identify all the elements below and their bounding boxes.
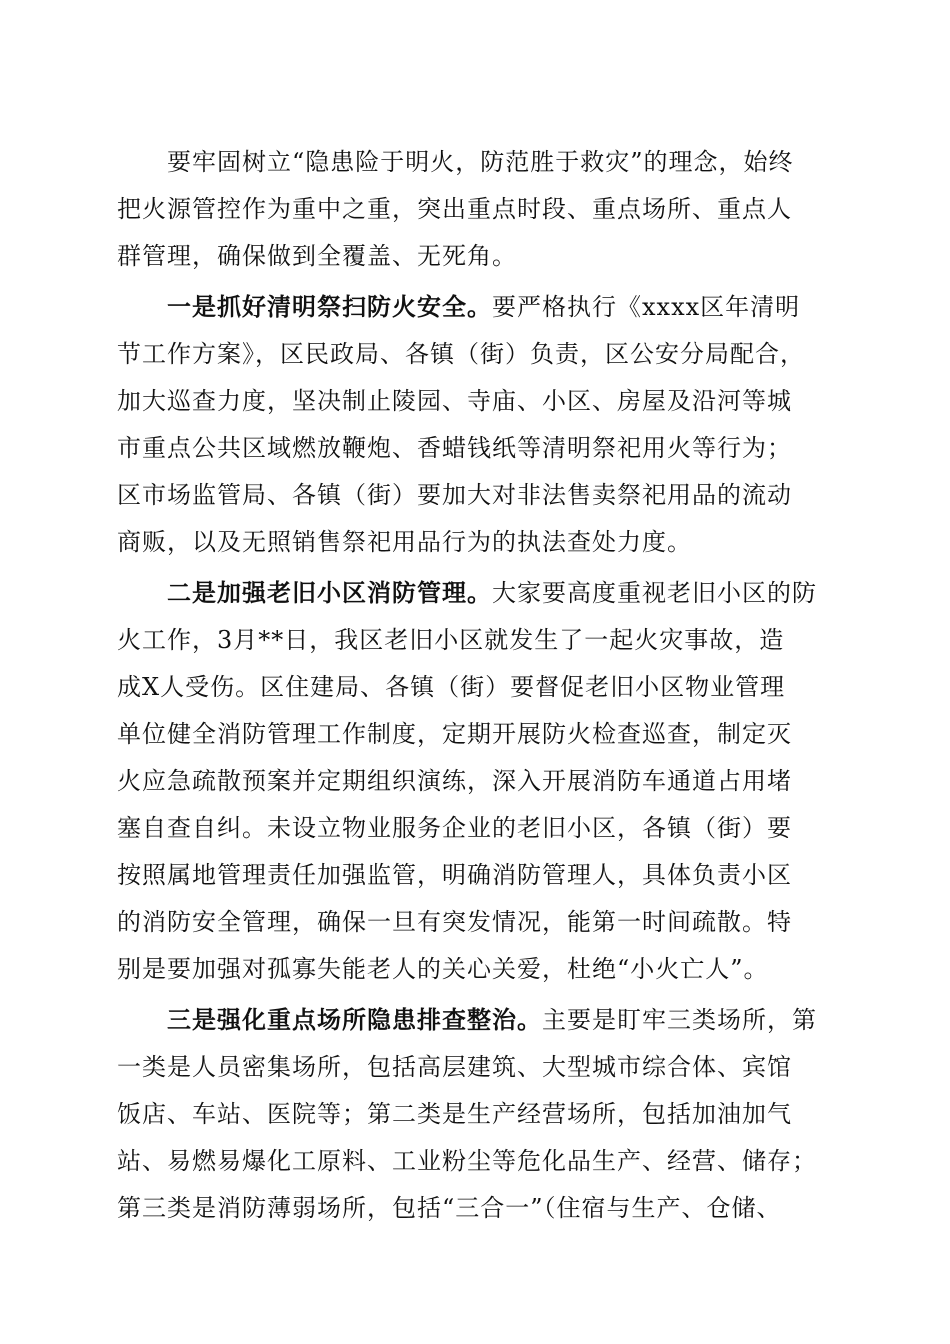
paragraph-2-line-6: 商贩，以及无照销售祭祀用品行为的执法查处力度。 <box>117 528 692 556</box>
paragraph-4-line-1 <box>117 997 837 1044</box>
paragraph-3-heading: 二是加强老旧小区消防管理。 <box>117 579 492 607</box>
paragraph-3-line-3: 成X人受伤。区住建局、各镇（街）要督促老旧小区物业管理 <box>117 673 786 701</box>
paragraph-3-line-6: 塞自查自纠。未设立物业服务企业的老旧小区，各镇（街）要 <box>117 814 792 842</box>
paragraph-4-heading: 三是强化重点场所隐患排查整治。 <box>117 1006 542 1034</box>
paragraph-2-line-4: 市重点公共区域燃放鞭炮、香蜡钱纸等清明祭祀用火等行为； <box>117 434 792 462</box>
paragraph-3-line-7: 按照属地管理责任加强监管，明确消防管理人，具体负责小区 <box>117 861 792 889</box>
paragraph-3-line-9: 别是要加强对孤寡失能老人的关心关爱，杜绝“小火亡人”。 <box>117 955 769 983</box>
paragraph-1-line-2: 把火源管控作为重中之重，突出重点时段、重点场所、重点人 <box>117 195 792 223</box>
paragraph-2-line-3: 加大巡查力度，坚决制止陵园、寺庙、小区、房屋及沿河等城 <box>117 387 792 415</box>
paragraph-3-line-4: 单位健全消防管理工作制度，定期开展防火检查巡查，制定灭 <box>117 720 792 748</box>
paragraph-4-text: 主要是盯牢三类场所，第 <box>542 1006 817 1034</box>
paragraph-1-line-3: 群管理，确保做到全覆盖、无死角。 <box>117 242 517 270</box>
document-body <box>117 139 837 1232</box>
paragraph-2-heading: 一是抓好清明祭扫防火安全。 <box>117 293 492 321</box>
paragraph-3-line-5: 火应急疏散预案并定期组织演练，深入开展消防车通道占用堵 <box>117 767 792 795</box>
paragraph-3-line-1 <box>117 570 837 617</box>
paragraph-2-line-1 <box>117 284 837 331</box>
paragraph-3-line-8: 的消防安全管理，确保一旦有突发情况，能第一时间疏散。特 <box>117 908 792 936</box>
paragraph-2-line-5: 区市场监管局、各镇（街）要加大对非法售卖祭祀用品的流动 <box>117 481 792 509</box>
paragraph-3-text: 大家要高度重视老旧小区的防 <box>492 579 817 607</box>
paragraph-4-line-3: 饭店、车站、医院等；第二类是生产经营场所，包括加油加气 <box>117 1100 792 1128</box>
paragraph-4-line-4: 站、易燃易爆化工原料、工业粉尘等危化品生产、经营、储存； <box>117 1147 817 1175</box>
paragraph-4-line-2: 一类是人员密集场所，包括高层建筑、大型城市综合体、宾馆 <box>117 1053 792 1081</box>
paragraph-2-line-2: 节工作方案》，区民政局、各镇（街）负责，区公安分局配合， <box>117 340 805 368</box>
paragraph-4-line-5: 第三类是消防薄弱场所，包括“三合一”（住宿与生产、仓储、 <box>117 1194 782 1222</box>
paragraph-1-line-1: 要牢固树立“隐患险于明火，防范胜于救灾”的理念，始终 <box>117 148 794 176</box>
paragraph-2-text: 要严格执行《xxxx区年清明 <box>492 293 801 321</box>
paragraph-3-line-2: 火工作，3月**日，我区老旧小区就发生了一起火灾事故，造 <box>117 626 785 654</box>
